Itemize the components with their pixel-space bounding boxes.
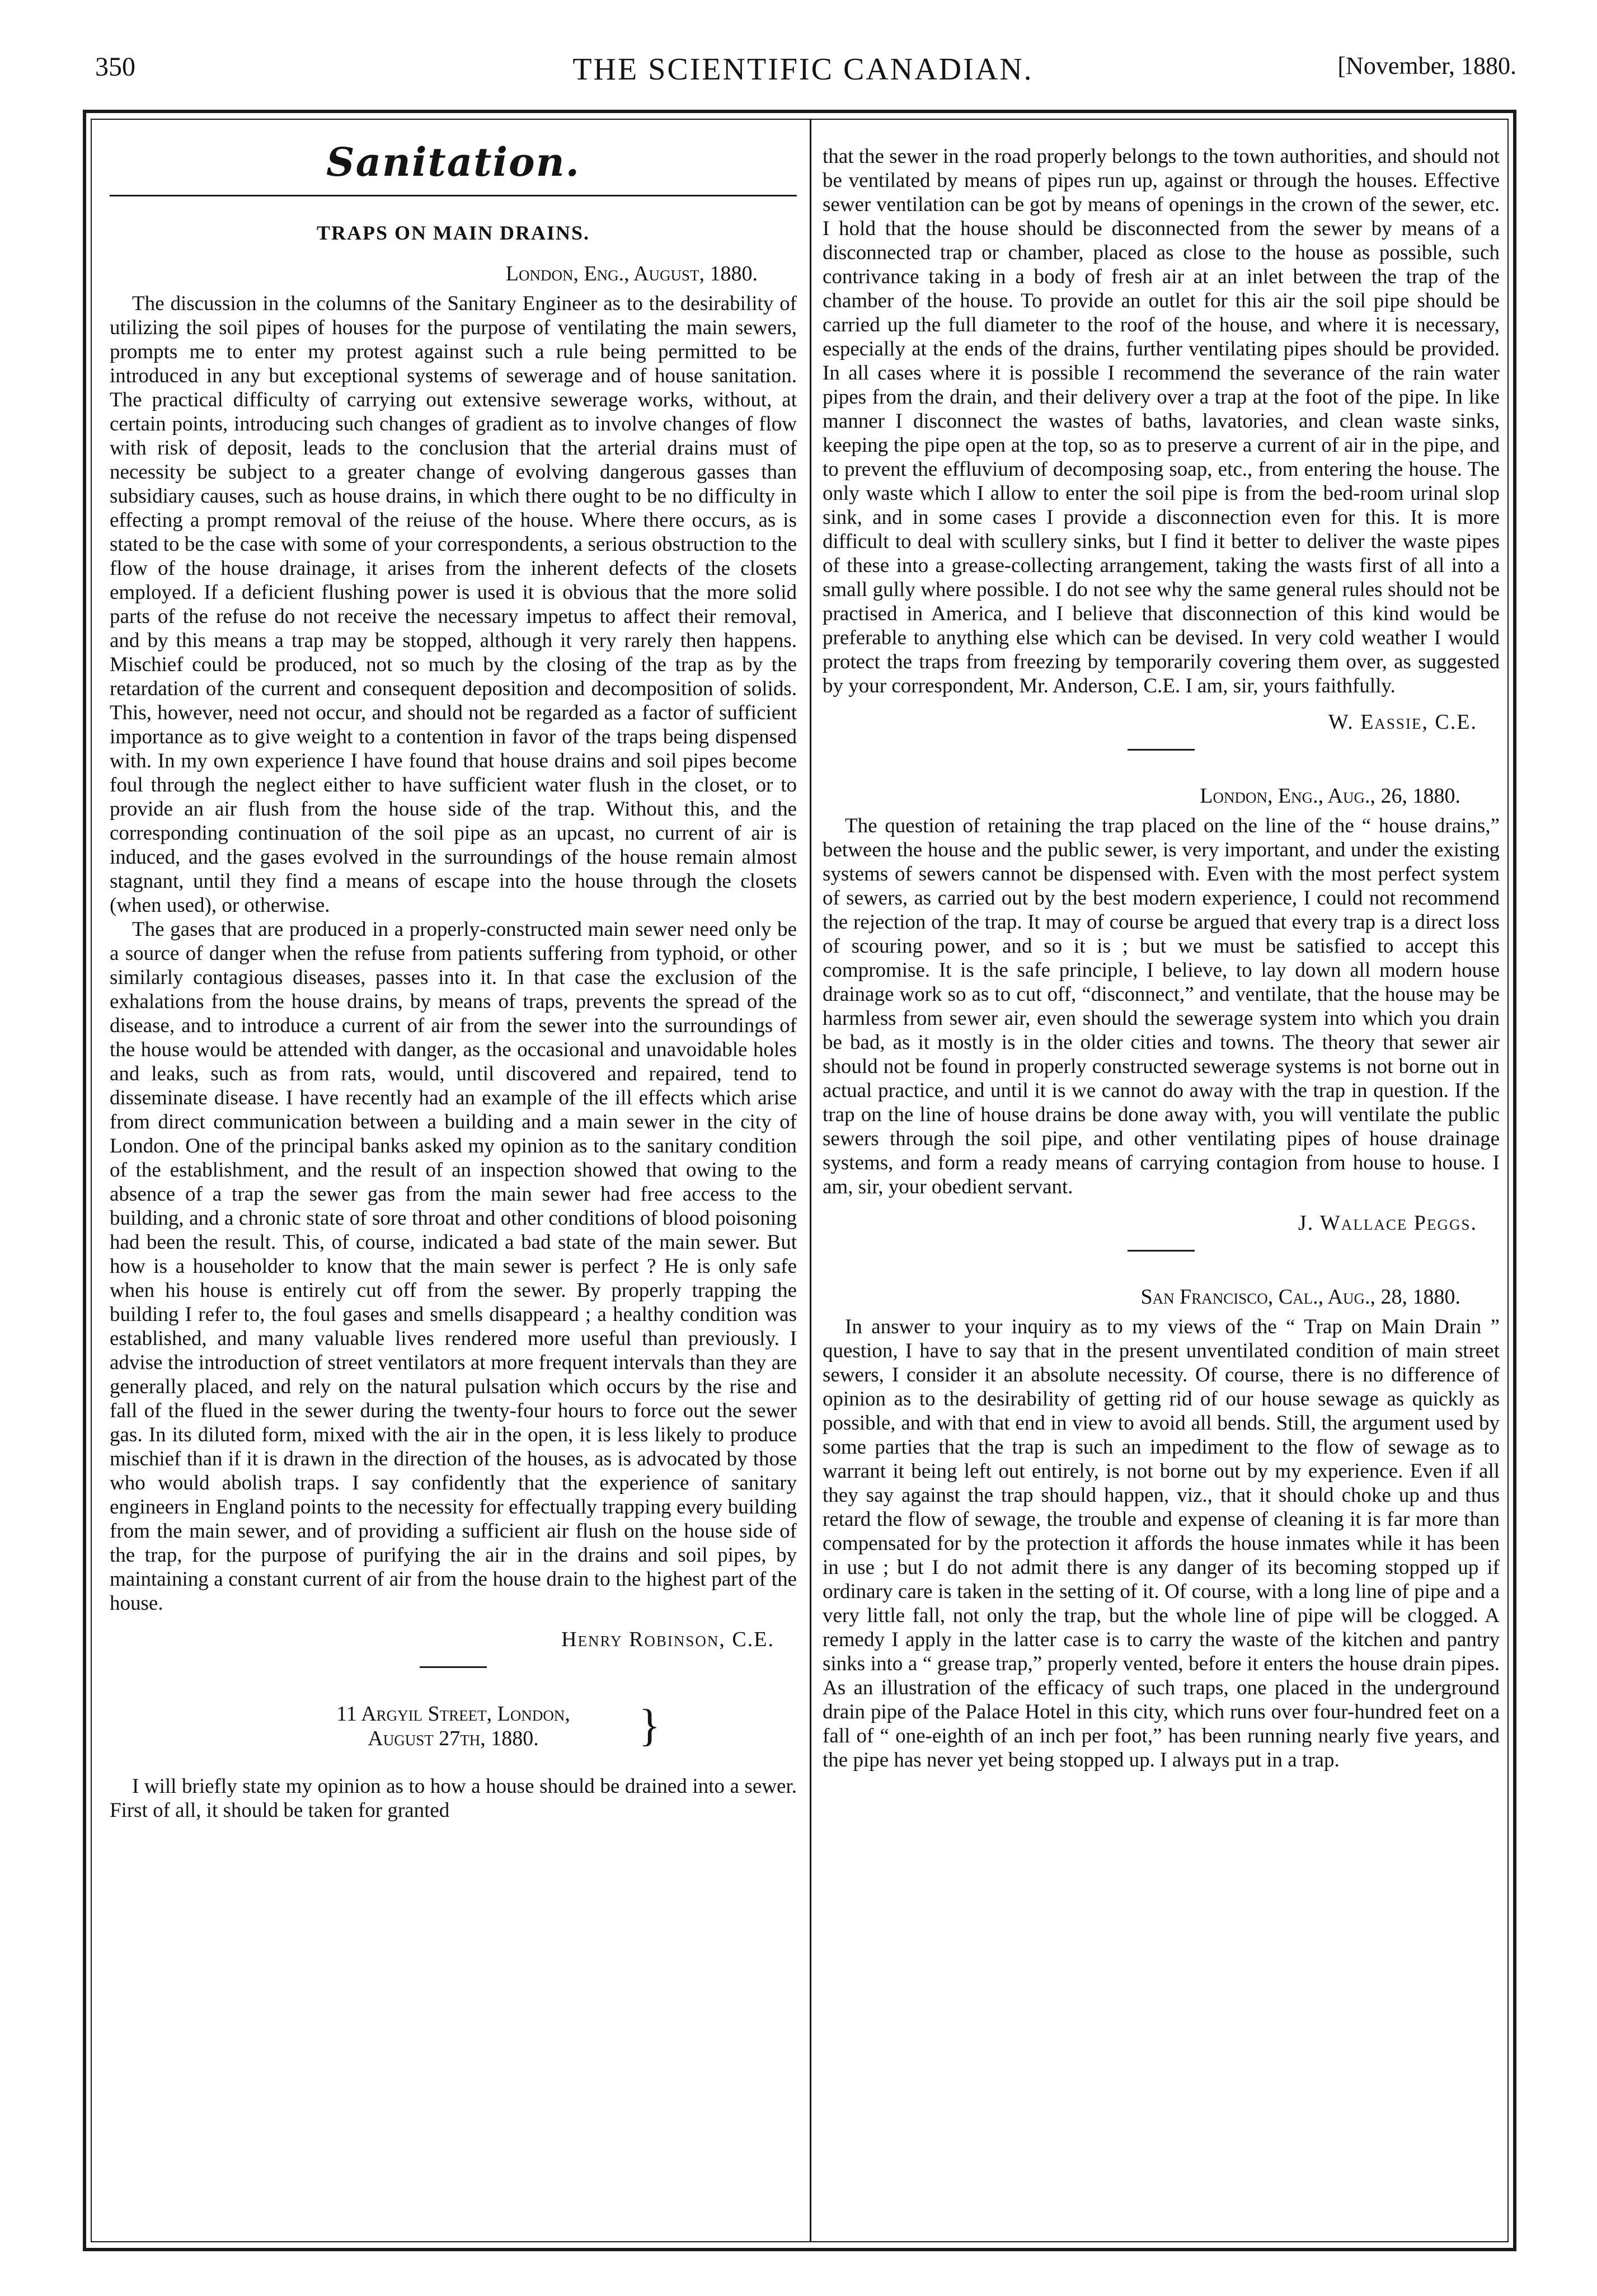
separator-rule xyxy=(1128,749,1195,751)
letter-paragraph: The question of retaining the trap placed on the line of the “ house drains,” between the house and the public sewer, is very important, and under the existing systems of sewers cannot be dispensed with. Even with the most perfect system of sewers, as carried out by the best modern experience, I could not recommend the rejection of the trap. It may of course be argued that every trap is a direct loss of scouring power, and so it is ; but we must be satisfied to accept this compromise. It is the safe principle, I believe, to lay down all modern house drainage work so as to cut off, “disconnect,” and ventilate, that the house may be harmless from sewer air, even should the sewerage system into which you drain be bad, as it mostly is in the older cities and towns. The theory that sewer air should not be found in properly constructed sewerage systems is not borne out in actual practice, and until it is we cannot do away with the trap in question. If the trap on the line of house drains be done away with, you will ventilate the public sewers through the soil pipe, and other ventilating pipes of house drainage systems, and form a ready means of carrying contagion from house to house. I am, sir, your obedient servant. xyxy=(823,814,1500,1198)
letter-signature: Henry Robinson, C.E. xyxy=(561,1628,774,1651)
letter-paragraph: I will briefly state my opinion as to how a house should be drained into a sewer. First of all, it should be taken for granted xyxy=(110,1775,797,1822)
running-head xyxy=(84,51,1522,96)
journal-title: THE SCIENTIFIC CANADIAN. xyxy=(572,52,1034,87)
letter-dateline: San Francisco, Cal., Aug., 28, 1880. xyxy=(1140,1285,1460,1309)
letter-paragraph: The discussion in the columns of the Sanitary Engineer as to the desirability of utilizing the soil pipes of houses for the purpose of ventilating the main sewers, prompts me to enter my protest against such a rule being permitted to be introduced in any but exceptional systems of sewerage and of house sanitation. The practical difficulty of carrying out extensive sewerage works, without, at certain points, introducing such changes of gradient as to involve changes of flow with risk of deposit, leads to the conclusion that the arterial drains must of necessity be subject to a greater change of evolving dangerous gasses than subsidiary causes, such as house drains, in which there ought to be no difficulty in effecting a prompt removal of the reiuse of the house. Where there occurs, as is stated to be the case with some of your correspondents, a serious obstruction to the flow of the house drainage, it arises from the inherent defects of the closets employed. If a deficient flushing power is used it is obvious that the more solid parts of the refuse do not receive the necessary impetus to affect their removal, and by this means a trap may be stopped, although it very rarely then happens. Mischief could be produced, not so much by the closing of the trap as by the retardation of the current and consequent deposition and decomposition of solids. This, however, need not occur, and should not be regarded as a factor of sufficient importance as to give weight to a contention in favor of the traps being dispensed with. In my own experience I have found that house drains and soil pipes become foul through the neglect either to have sufficient water flush in the closet, or to provide an air flush from the house side of the trap. Without this, and the corresponding continuation of the soil pipe as an upcast, no current of air is induced, and the gases evolved in the surroundings of the house remain almost stagnant, until they find a means of escape into the house through the closets (when used), or otherwise. xyxy=(110,292,797,917)
issue-date: [November, 1880. xyxy=(1337,52,1516,79)
brace-glyph: } xyxy=(638,1701,660,1750)
letter-dateline: London, Eng., August, 1880. xyxy=(505,262,758,285)
separator-rule xyxy=(420,1666,487,1668)
letter-signature: W. Eassie, C.E. xyxy=(1328,710,1477,734)
letter-signature: J. Wallace Peggs. xyxy=(1298,1211,1477,1235)
left-column xyxy=(110,133,797,2227)
letter-dateline: London, Eng., Aug., 26, 1880. xyxy=(1200,784,1460,808)
address-line: 11 Argyil Street, London, xyxy=(336,1702,570,1726)
right-column xyxy=(823,144,1500,2238)
letter-address xyxy=(269,1701,660,1751)
address-date: August 27th, 1880. xyxy=(368,1727,539,1750)
letter-paragraph: The gases that are produced in a properly-constructed main sewer need only be a source of danger when the refuse from patients suffering from typhoid, or other similarly contagious diseases, passes into it. In that case the exclusion of the exhalations from the house drains, by means of traps, prevents the spread of the disease, and to introduce a current of air from the sewer into the surroundings of the house would be attended with danger, as the occasional and unavoidable holes and leaks, such as from rats, would, until discovered and repaired, tend to disseminate disease. I have recently had an example of the ill effects which arise from direct communication between a building and a main sewer in the city of London. One of the principal banks asked my opinion as to the sanitary condition of the establishment, and the result of an inspection showed that owing to the absence of a trap the sewer gas from the main sewer had free access to the building, and a chronic state of sore throat and other conditions of blood poisoning had been the result. This, of course, indicated a bad state of the main sewer. But how is a householder to know that the main sewer is perfect ? He is only safe when his house is entirely cut off from the sewer. By properly trapping the building I refer to, the foul gases and smells disappeard ; a healthy condition was established, and many valuable lives rendered more useful than previously. I advise the introduction of street ventilators at more frequent intervals than they are generally placed, and rely on the natural pulsation which occurs by the rise and fall of the flued in the sewer during the twenty-four hours to force out the sewer gas. In its diluted form, mixed with the air in the open, it is less likely to produce mischief than if it is drawn in the direction of the houses, as is advocated by those who would abolish traps. I say confidently that the experience of sanitary engineers in England points to the necessity for effectually trapping every building from the main sewer, and of providing a sufficient air flush on the house side of the trap, for the purpose of purifying the air in the drains and soil pipes, by maintaining a constant current of air from the house drain to the highest part of the house. xyxy=(110,918,797,1615)
article-title: TRAPS ON MAIN DRAINS. xyxy=(316,222,590,244)
section-heading: Sanitation. xyxy=(326,139,580,185)
separator-rule xyxy=(1128,1250,1195,1252)
page-number: 350 xyxy=(95,52,135,82)
letter-paragraph: In answer to your inquiry as to my views of the “ Trap on Main Drain ” question, I have to say that in the present unventilated condition of main street sewers, I consider it an absolute necessity. Of course, there is no difference of opinion as to the desirability of getting rid of our house sewage as quickly as possible, and with that end in view to avoid all bends. Still, the argument used by some parties that the trap is such an impediment to the flow of sewage as to warrant it being left out entirely, is not borne out by my experience. Even if all they say against the trap should happen, viz., that it should choke up and thus retard the flow of sewage, the trouble and expense of cleaning it is far more than compensated for by the protection it affords the house inmates while it has been in use ; but I do not admit there is any danger of its becoming stopped up if ordinary care is taken in the setting of it. Of course, with a long line of pipe and a very little fall, not only the trap, but the whole line of pipe will be clogged. A remedy I apply in the latter case is to carry the waste of the kitchen and pantry sinks into a “ grease trap,” properly vented, before it enters the house drain pipes. As an illustration of the efficacy of such traps, one placed in the underground drain pipe of the Palace Hotel in this city, which runs over four-hundred feet on a fall of “ one-eighth of an inch per foot,” has been running nearly five years, and the pipe has never yet being stopped up. I always put in a trap. xyxy=(823,1315,1500,1772)
letter-paragraph-continued: that the sewer in the road properly belongs to the town authorities, and should not be ventilated by means of pipes run up, against or through the houses. Effective sewer ventilation can be got by means of openings in the crown of the sewer, etc. I hold that the house should be disconnected from the sewer by means of a disconnected trap or chamber, placed as close to the house as possible, such contrivance taking in a body of fresh air at an inlet between the trap of the chamber of the house. To provide an outlet for this air the soil pipe should be carried up the full diameter to the roof of the house, and where it is necessary, especially at the ends of the drains, further ventilating pipes should be provided. In all cases where it is possible I recommend the severance of the rain water pipes from the drain, and their delivery over a trap at the foot of the pipe. In like manner I disconnect the wastes of baths, lavatories, and clean waste sinks, keeping the pipe open at the top, so as to preserve a current of air in the pipe, and to prevent the effluvium of decomposing soap, etc., from entering the house. The only waste which I allow to enter the soil pipe is from the bed-room urinal slop sink, and in some cases I provide a disconnection even for this. It is more difficult to deal with scullery sinks, but I find it better to deliver the waste pipes of these into a grease-collecting arrangement, taking the wasts first of all into a small gully where possible. I do not see why the same general rules should not be practised in America, and I believe that disconnection of this kind would be preferable to anything else which can be devised. In very cold weather I would protect the traps from freezing by temporarily covering them over, as suggested by your correspondent, Mr. Anderson, C.E. I am, sir, yours faithfully. xyxy=(823,145,1500,697)
column-divider xyxy=(810,119,811,2242)
section-heading-rule xyxy=(110,195,797,196)
